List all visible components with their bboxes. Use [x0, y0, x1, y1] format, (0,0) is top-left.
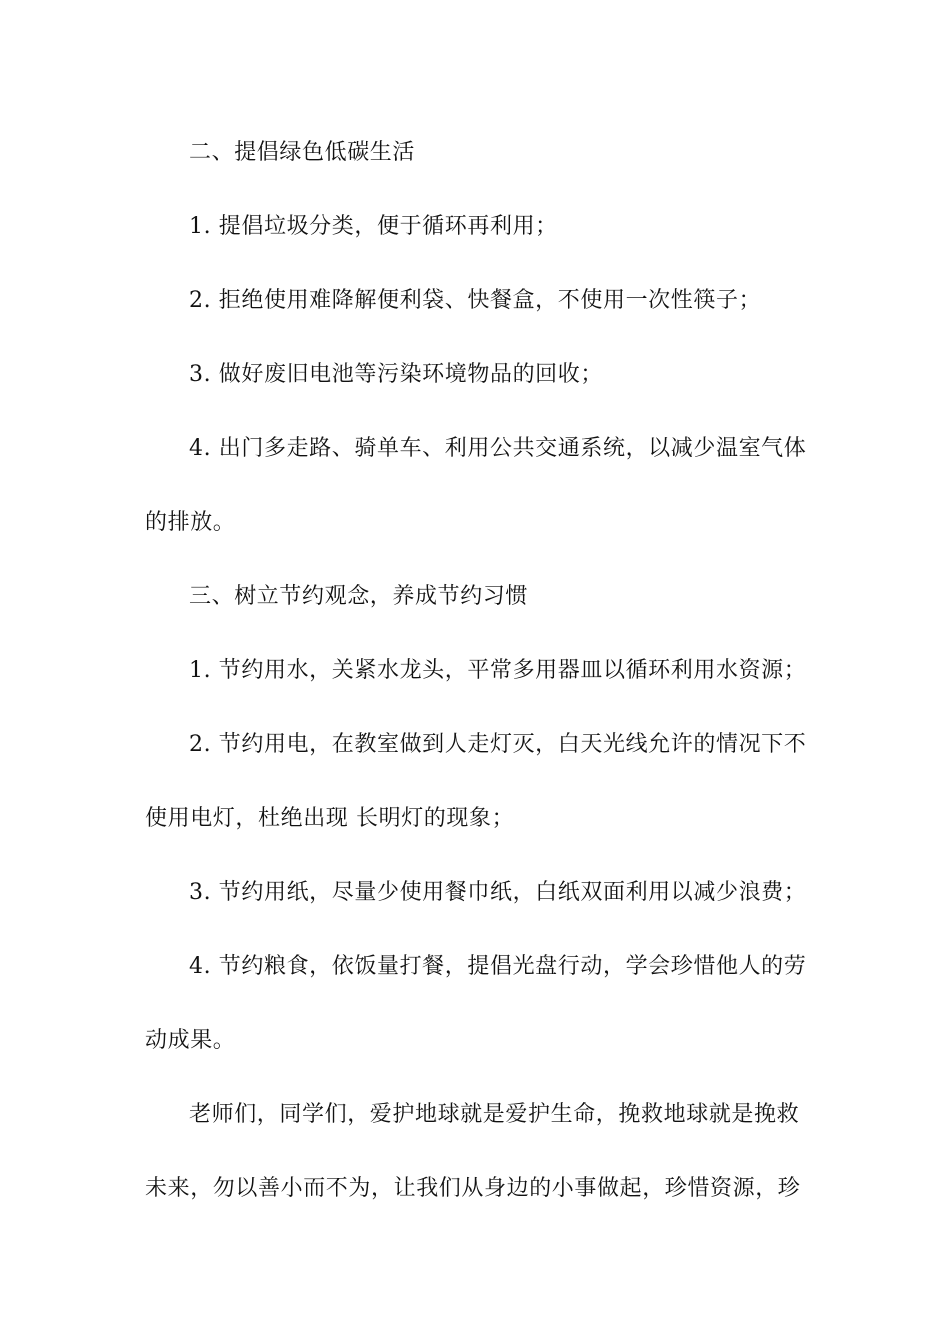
list-item-2-1: 1. 提倡垃圾分类，便于循环再利用；	[189, 214, 558, 239]
list-item-3-4: 4. 节约粮食，依饭量打餐，提倡光盘行动，学会珍惜他人的劳	[189, 954, 807, 979]
list-item-3-2: 2. 节约用电，在教室做到人走灯灭，白天光线允许的情况下不	[189, 732, 807, 757]
list-item-3-2-continued: 使用电灯，杜绝出现 长明灯的现象；	[145, 806, 515, 831]
list-item-3-3: 3. 节约用纸，尽量少使用餐巾纸，白纸双面利用以减少浪费；	[189, 880, 807, 905]
list-item-2-4: 4. 出门多走路、骑单车、利用公共交通系统，以减少温室气体	[189, 436, 807, 461]
list-item-2-4-continued: 的排放。	[145, 510, 236, 535]
closing-paragraph-line-2: 未来，勿以善小而不为，让我们从身边的小事做起，珍惜资源，珍	[145, 1176, 801, 1201]
list-item-2-3: 3. 做好废旧电池等污染环境物品的回收；	[189, 362, 603, 387]
section-heading-3: 三、树立节约观念，养成节约习惯	[189, 584, 529, 609]
list-item-2-2: 2. 拒绝使用难降解便利袋、快餐盒，不使用一次性筷子；	[189, 288, 762, 313]
closing-paragraph-line-1: 老师们，同学们，爱护地球就是爱护生命，挽救地球就是挽救	[189, 1102, 800, 1127]
section-heading-2: 二、提倡绿色低碳生活	[189, 140, 416, 165]
list-item-3-4-continued: 动成果。	[145, 1028, 236, 1053]
list-item-3-1: 1. 节约用水，关紧水龙头，平常多用器皿以循环利用水资源；	[189, 658, 807, 683]
